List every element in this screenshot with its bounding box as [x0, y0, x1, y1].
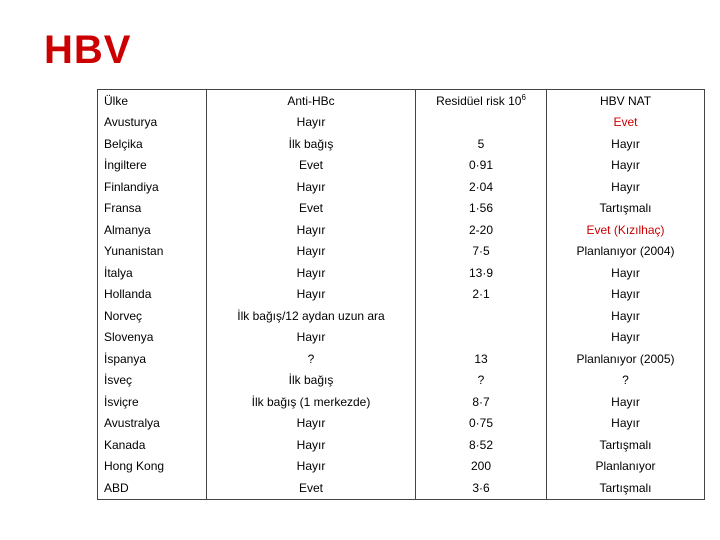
table-row: [98, 176, 705, 198]
cell-residual-risk: 8·7: [416, 391, 547, 413]
cell-residual-risk: 5: [416, 133, 547, 155]
cell-hbv-nat: Planlanıyor (2004): [547, 241, 705, 263]
table-row: [98, 112, 705, 134]
cell-hbv-nat: Hayır: [547, 262, 705, 284]
cell-anti-hbc: Hayır: [207, 413, 416, 435]
cell-residual-risk: 13·9: [416, 262, 547, 284]
cell-anti-hbc: İlk bağış (1 merkezde): [207, 391, 416, 413]
cell-hbv-nat: Hayır: [547, 284, 705, 306]
cell-country: Fransa: [98, 198, 207, 220]
cell-hbv-nat: Evet: [547, 112, 705, 134]
cell-residual-risk: ?: [416, 370, 547, 392]
cell-residual-risk: 2·1: [416, 284, 547, 306]
cell-anti-hbc: Evet: [207, 198, 416, 220]
cell-hbv-nat: Evet (Kızılhaç): [547, 219, 705, 241]
cell-country: İsviçre: [98, 391, 207, 413]
table-header-row: [98, 90, 705, 112]
cell-anti-hbc: Hayır: [207, 284, 416, 306]
cell-residual-risk: [416, 327, 547, 349]
cell-residual-risk: 0·75: [416, 413, 547, 435]
table-row: [98, 370, 705, 392]
header-residual-risk: [416, 90, 547, 112]
cell-residual-risk: 3·6: [416, 477, 547, 499]
cell-hbv-nat: Hayır: [547, 327, 705, 349]
cell-country: Slovenya: [98, 327, 207, 349]
cell-country: İsveç: [98, 370, 207, 392]
header-residual-risk-exponent: 6: [521, 93, 526, 103]
cell-hbv-nat: Tartışmalı: [547, 198, 705, 220]
cell-anti-hbc: ?: [207, 348, 416, 370]
cell-anti-hbc: İlk bağış: [207, 133, 416, 155]
cell-anti-hbc: İlk bağış/12 aydan uzun ara: [207, 305, 416, 327]
cell-residual-risk: 8·52: [416, 434, 547, 456]
cell-country: Avustralya: [98, 413, 207, 435]
table-row: [98, 262, 705, 284]
table-row: [98, 284, 705, 306]
cell-anti-hbc: Hayır: [207, 327, 416, 349]
cell-anti-hbc: Hayır: [207, 456, 416, 478]
table-row: [98, 241, 705, 263]
header-anti-hbc: Anti-HBc: [207, 90, 416, 112]
cell-anti-hbc: Hayır: [207, 434, 416, 456]
hbv-table-body: [98, 90, 705, 500]
cell-country: Avusturya: [98, 112, 207, 134]
cell-country: Hong Kong: [98, 456, 207, 478]
cell-anti-hbc: Hayır: [207, 219, 416, 241]
cell-residual-risk: 7·5: [416, 241, 547, 263]
table-row: [98, 391, 705, 413]
cell-anti-hbc: Hayır: [207, 112, 416, 134]
cell-residual-risk: 2-20: [416, 219, 547, 241]
cell-anti-hbc: İlk bağış: [207, 370, 416, 392]
cell-residual-risk: 2·04: [416, 176, 547, 198]
table-row: [98, 456, 705, 478]
cell-country: İspanya: [98, 348, 207, 370]
table-row: [98, 477, 705, 499]
cell-country: Hollanda: [98, 284, 207, 306]
cell-anti-hbc: Hayır: [207, 262, 416, 284]
cell-country: Kanada: [98, 434, 207, 456]
hbv-table: [97, 89, 705, 500]
cell-country: Yunanistan: [98, 241, 207, 263]
cell-anti-hbc: Evet: [207, 477, 416, 499]
table-row: [98, 413, 705, 435]
cell-residual-risk: 0·91: [416, 155, 547, 177]
cell-country: Almanya: [98, 219, 207, 241]
table-row: [98, 327, 705, 349]
cell-anti-hbc: Hayır: [207, 241, 416, 263]
header-hbv-nat: HBV NAT: [547, 90, 705, 112]
cell-country: İngiltere: [98, 155, 207, 177]
table-row: [98, 305, 705, 327]
cell-residual-risk: 13: [416, 348, 547, 370]
table-row: [98, 219, 705, 241]
header-country: Ülke: [98, 90, 207, 112]
cell-country: Norveç: [98, 305, 207, 327]
cell-anti-hbc: Hayır: [207, 176, 416, 198]
cell-hbv-nat: Hayır: [547, 176, 705, 198]
cell-residual-risk: [416, 305, 547, 327]
cell-country: Finlandiya: [98, 176, 207, 198]
cell-country: Belçika: [98, 133, 207, 155]
cell-residual-risk: [416, 112, 547, 134]
cell-hbv-nat: Tartışmalı: [547, 434, 705, 456]
cell-hbv-nat: Hayır: [547, 305, 705, 327]
cell-country: İtalya: [98, 262, 207, 284]
cell-anti-hbc: Evet: [207, 155, 416, 177]
cell-hbv-nat: Hayır: [547, 413, 705, 435]
cell-hbv-nat: Tartışmalı: [547, 477, 705, 499]
table-row: [98, 434, 705, 456]
cell-hbv-nat: Hayır: [547, 391, 705, 413]
cell-hbv-nat: Planlanıyor (2005): [547, 348, 705, 370]
header-residual-risk-text: Residüel risk 10: [436, 94, 522, 109]
table-row: [98, 348, 705, 370]
cell-hbv-nat: ?: [547, 370, 705, 392]
table-row: [98, 198, 705, 220]
cell-residual-risk: 200: [416, 456, 547, 478]
cell-hbv-nat: Hayır: [547, 133, 705, 155]
slide-title: HBV: [44, 28, 132, 72]
cell-residual-risk: 1·56: [416, 198, 547, 220]
cell-hbv-nat: Hayır: [547, 155, 705, 177]
cell-country: ABD: [98, 477, 207, 499]
cell-hbv-nat: Planlanıyor: [547, 456, 705, 478]
table-row: [98, 133, 705, 155]
table-row: [98, 155, 705, 177]
